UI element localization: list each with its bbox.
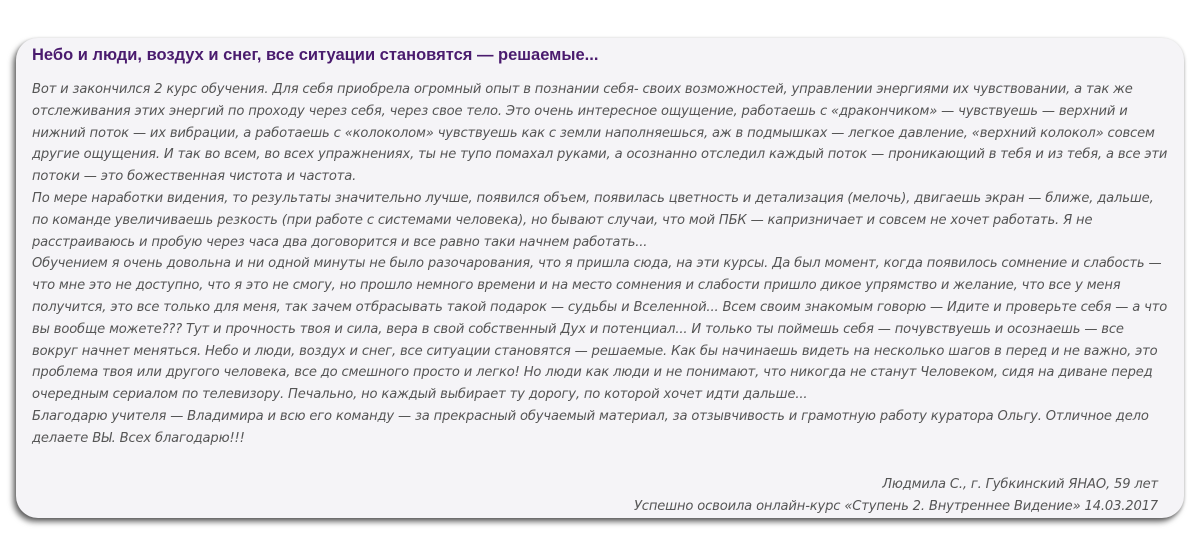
review-paragraph: Обучением я очень довольна и ни одной минуты не было разочарования, что я пришла сюда, на эти курсы. Да был момент, когда появилось сомнение и слабость — что мне это не доступно, что я это не смогу, но прошло немного времени и на место сомнения и слабости пришло дикое упрямство и желание, что все у меня получится, это все только для меня, так зачем отбрасывать такой подарок — судьбы и Вселенной... Всем своим знакомым говорю — Идите и проверьте себя — а что вы вообще можете??? Тут и прочность твоя и сила, вера в свой собственный Дух и потенциал... И только ты поймешь себя — почувствуешь и осознаешь — все вокруг начнет меняться. Небо и люди, воздух и снег, все ситуации становятся — решаемые. Как бы начинаешь видеть на несколько шагов в перед и не важно, это проблема твоя или другого человека, все до смешного просто и легко! Но люди как люди и не понимают, что никогда не станут Человеком, сидя на диване перед очередным сериалом по телевизору. Печально, но каждый выбирает ту дорогу, по которой хочет идти дальше... (32, 256, 1168, 403)
review-paragraph: Благодарю учителя — Владимира и всю его команду — за прекрасный обучаемый материал, за отзывчивость и грамотную работу куратора Ольгу. Отличное дело делаете ВЫ. Всех благодарю!!! (32, 408, 1149, 446)
review-paragraph: Вот и закончился 2 курс обучения. Для себя приобрела огромный опыт в познании себя- своих возможностей, управлении энергиями их чувствовании, а так же отслеживания этих энергий по проходу через себя, через свое тело. Это очень интересное ощущение, работаешь с «дракончиком» — чувствуешь — верхний и нижний поток — их вибрации, а работаешь с «колоколом» чувствуешь как с земли наполняешься, аж в подмышках — легкое давление, «верхний колокол» совсем другие ощущения. И так во всем, во всех упражнениях, ты не тупо помахал руками, а осознанно отследил каждый поток — проникающий в тебя и из тебя, а все эти потоки — это божественная чистота и частота. (32, 82, 1168, 185)
review-paragraph: По мере наработки видения, то результаты значительно лучше, появился объем, появилась цветность и детализация (мелочь), двигаешь экран — ближе, дальше, по команде увеличиваешь резкость (при работе с системами человека), но бывают случаи, что мой ПБК — капризничает и совсем не хочет работать. Я не расстраиваюсь и пробую через часа два договорится и все равно таки начнем работать... (32, 190, 1154, 250)
review-body (32, 79, 1170, 450)
review-author: Людмила С., г. Губкинский ЯНАО, 59 лет (882, 477, 1158, 492)
review-card (16, 38, 1184, 518)
review-title: Небо и люди, воздух и снег, все ситуации становятся — решаемые... (32, 46, 599, 64)
review-course-line: Успешно освоила онлайн-курс «Ступень 2. Внутреннее Видение» 14.03.2017 (633, 499, 1158, 514)
